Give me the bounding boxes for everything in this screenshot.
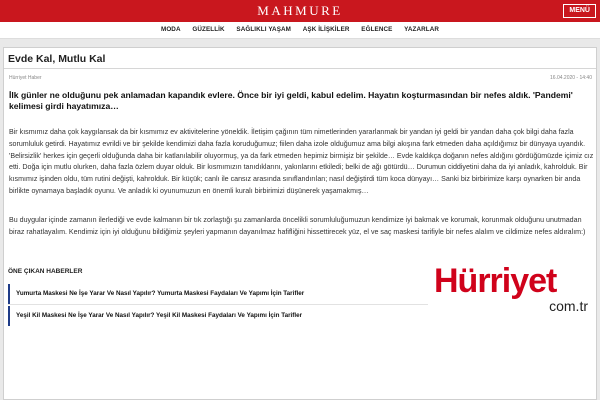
nav-item-eglence[interactable]: EĞLENCE — [361, 26, 393, 33]
article-paragraph-1: Bir kısmımız daha çok kaygılansak da bir kısmımız ev aktivitelerine yöneldik. İletişim çağının tüm nimetlerinden yararlanmak bir yandan iyi geldi bir yandan daha çok bilgi daha fazla sorumluluk getirdi. Hayatımız evrildi ve bir şekilde kendimizi daha fazla koruduğumuz; fiilen daha izole olduğumuz ama bilgi akışına fark etmeden daha açıldığımız bir dünyaya uyandık. 'Belirsizlik' herkes için geçerli olduğunda daha bir katlanılabilir oluyormuş, ya da fark etmeden hepimiz birmişiz bir şekilde… Evde kaldıkça doğanın nefes aldığını gördüğümüzde içimiz cız etti. Doğa için mutlu olurken, daha fazla özlem duyar olduk. Bir kısmımızın tanıdıklarını, yakınlarını etkiledi; belki de ağı götürdü… Durumun ciddiyetini daha da iyi anladık, kahrolduk. Bir kısmımız işinden oldu, tüm rutini değişti, kahrolduk. Bir küçük; canlı ile cansız arasında sınıflandırılan; nasıl değiştirdi tüm koca dünyayı… Sanki biz birbirimize karşı oynarken bir anda birlikte oynamaya başladık oyunu. Ve anladık ki oyunumuzun en önemli kuralı birbirimizi düşünerek yaşamakmış… — [9, 128, 594, 195]
article-source: Hürriyet Haber — [9, 75, 42, 81]
menu-button[interactable]: MENÜ — [563, 4, 596, 18]
nav-item-yazarlar[interactable]: YAZARLAR — [404, 26, 440, 33]
nav-item-ask-iliskiler[interactable]: AŞK İLİŞKİLER — [302, 26, 350, 33]
article-paragraph-2: Bu duygular içinde zamanın ilerlediği ve evde kalmanın bir tık zorlaştığı şu zamanlarda öncelikli sorumluluğumuzun kendimize iyi bakmak ve korumak, korunmak olduğunu unutmadan biraz rahatlayalım. Kendimiz için iyi olduğunu bildiğimiz şeyleri yapmanın dayanılmaz hafifliğini hissettirecek yüz, el ve saç maskesi tarifiyle bir nefes alalım ve cildimize nefes aldıralım:) — [9, 216, 586, 236]
article-lead: İlk günler ne olduğunu pek anlamadan kapandık evlere. Önce bir iyi geldi, kabul edelim. Hayatın koşturmasından bir nefes aldık. 'Pandemi' kelimesi girdi hayatımıza… — [9, 90, 573, 111]
nav-item-guzellik[interactable]: GÜZELLİK — [192, 26, 225, 33]
article-title: Evde Kal, Mutlu Kal — [8, 53, 106, 65]
top-bar — [0, 0, 600, 22]
featured-link-clay-mask[interactable]: Yeşil Kil Maskesi Ne İşe Yarar Ve Nasıl Yapılır? Yeşil Kil Maskesi Faydaları Ve Yapımı İçin Tarifler — [8, 306, 428, 326]
logo-wordmark: Hürriyet — [434, 262, 557, 300]
featured-heading: ÖNE ÇIKAN HABERLER — [8, 268, 83, 275]
article-card — [3, 47, 597, 400]
title-divider — [4, 68, 596, 69]
article-date: 16.04.2020 - 14:40 — [550, 75, 592, 81]
nav-item-moda[interactable]: MODA — [160, 26, 181, 33]
category-nav — [0, 22, 600, 38]
logo-domain: com.tr — [549, 298, 588, 314]
site-brand[interactable]: MAHMURE — [257, 3, 343, 18]
nav-item-saglikli-yasam[interactable]: SAĞLIKLI YAŞAM — [236, 26, 291, 33]
nav-divider — [0, 38, 600, 39]
featured-link-egg-mask[interactable]: Yumurta Maskesi Ne İşe Yarar Ve Nasıl Yapılır? Yumurta Maskesi Faydaları Ve Yapımı İçin Tarifler — [8, 284, 428, 304]
featured-divider — [8, 304, 428, 305]
hurriyet-logo[interactable] — [432, 262, 596, 322]
